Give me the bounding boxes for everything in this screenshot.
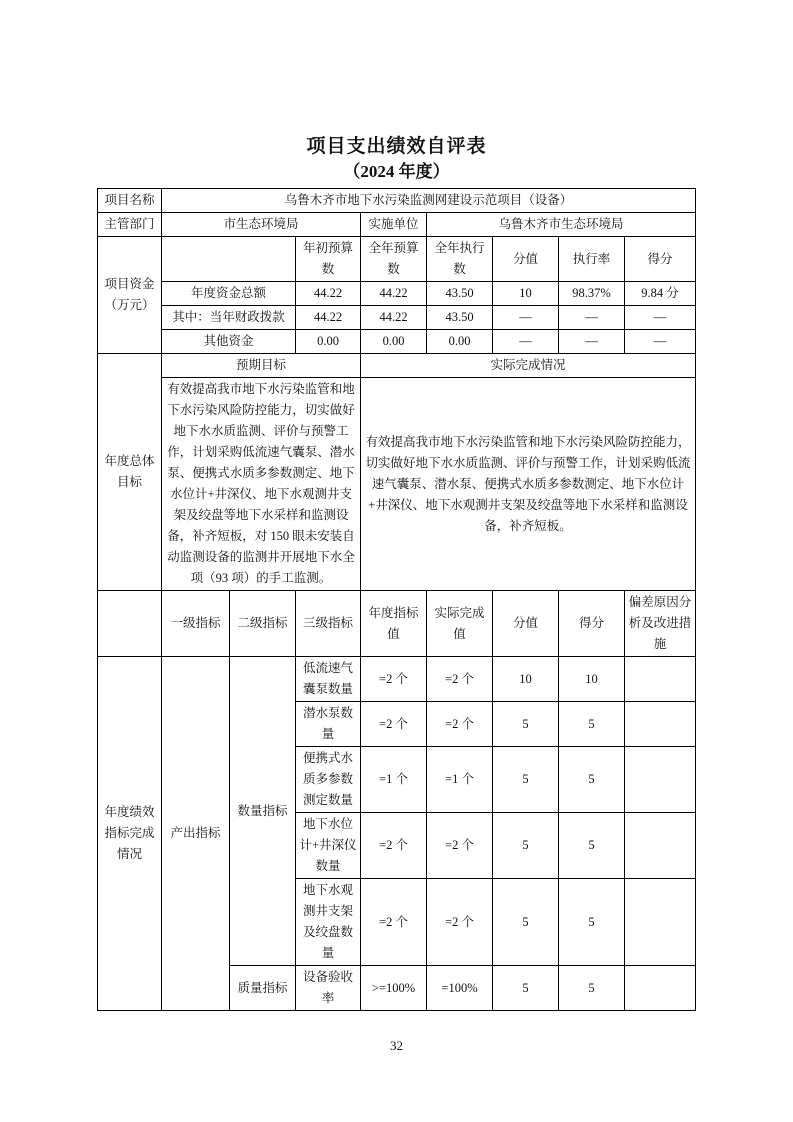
funds-header-score: 得分 <box>625 237 696 282</box>
funds-header-annual-execution: 全年执行数 <box>427 237 493 282</box>
indicator-score: 10 <box>559 657 625 702</box>
annual-goal-label: 年度总体目标 <box>98 354 162 591</box>
indicator-score: 5 <box>559 879 625 966</box>
row-goal-content <box>98 378 696 591</box>
indicator-deviation-cell <box>625 702 696 747</box>
indicator-actual: =1 个 <box>427 747 493 813</box>
indicator-target: =2 个 <box>361 657 427 702</box>
indicator-name: 潜水泵数量 <box>296 702 361 747</box>
indicator-target: >=100% <box>361 966 427 1011</box>
indicator-level2-quantity: 数量指标 <box>230 657 296 966</box>
indicator-deviation-cell <box>625 813 696 879</box>
indicator-level1-output: 产出指标 <box>162 657 230 1011</box>
funds-fiscal-initial: 44.22 <box>296 306 361 330</box>
funds-fiscal-score: — <box>625 306 696 330</box>
goal-expected-header: 预期目标 <box>162 354 361 378</box>
goal-actual-text: 有效提高我市地下水污染监管和地下水污染风险防控能力，切实做好地下水水质监测、评价与预警工作，计划采购低流速气囊泵、潜水泵、便携式水质多参数测定、地下水位计+井深仪、地下水观测井支架及绞盘等地下水采样和监测设备，补齐短板。 <box>361 378 696 591</box>
page-title: 项目支出绩效自评表 <box>306 136 487 157</box>
indicator-target: =2 个 <box>361 702 427 747</box>
funds-section-label: 项目资金（万元） <box>98 237 162 354</box>
indicator-score: 5 <box>559 747 625 813</box>
funds-other-score: — <box>625 330 696 354</box>
indicator-score-value: 5 <box>493 747 559 813</box>
row-department <box>98 213 696 237</box>
department-value: 市生态环境局 <box>162 213 361 237</box>
funds-header-initial-budget: 年初预算数 <box>296 237 361 282</box>
indicator-header-level3: 三级指标 <box>296 591 361 657</box>
funds-fiscal-execution: 43.50 <box>427 306 493 330</box>
indicator-header-level2: 二级指标 <box>230 591 296 657</box>
project-name-label: 项目名称 <box>98 189 162 213</box>
funds-other-score-value: — <box>493 330 559 354</box>
indicator-deviation-cell <box>625 747 696 813</box>
project-name-value: 乌鲁木齐市地下水污染监测网建设示范项目（设备） <box>162 189 696 213</box>
indicator-name: 便携式水质多参数测定数量 <box>296 747 361 813</box>
row-funds-total <box>98 282 696 306</box>
indicator-name: 低流速气囊泵数量 <box>296 657 361 702</box>
implementing-unit-value: 乌鲁木齐市生态环境局 <box>427 213 696 237</box>
funds-total-score: 9.84 分 <box>625 282 696 306</box>
funds-other-rate: — <box>559 330 625 354</box>
indicator-deviation-cell <box>625 966 696 1011</box>
indicator-target: =1 个 <box>361 747 427 813</box>
funds-total-rate: 98.37% <box>559 282 625 306</box>
funds-header-execution-rate: 执行率 <box>559 237 625 282</box>
implementing-unit-label: 实施单位 <box>361 213 427 237</box>
row-indicator-header <box>98 591 696 657</box>
indicator-score: 5 <box>559 813 625 879</box>
self-evaluation-table <box>97 188 696 1011</box>
funds-header-score-value: 分值 <box>493 237 559 282</box>
indicator-level2-quality: 质量指标 <box>230 966 296 1011</box>
goal-expected-text: 有效提高我市地下水污染监管和地下水污染风险防控能力，切实做好地下水水质监测、评价与预警工作，计划采购低流速气囊泵、潜水泵、便携式水质多参数测定、地下水位计+井深仪、地下水观测井支架及绞盘等地下水采样和监测设备，补齐短板，对 150 眼未安装自动监测设备的监测井开展地下水全项（93 项）的手工监测。 <box>162 378 361 591</box>
row-funds-header <box>98 237 696 282</box>
department-label: 主管部门 <box>98 213 162 237</box>
indicator-deviation-cell <box>625 879 696 966</box>
row-funds-other <box>98 330 696 354</box>
funds-row-label: 年度资金总额 <box>162 282 296 306</box>
indicators-section-label: 年度绩效指标完成情况 <box>98 657 162 1011</box>
document-header <box>0 134 793 184</box>
funds-total-execution: 43.50 <box>427 282 493 306</box>
page-number: 32 <box>390 1038 403 1053</box>
row-funds-fiscal <box>98 306 696 330</box>
indicator-score: 5 <box>559 702 625 747</box>
funds-header-annual-budget: 全年预算数 <box>361 237 427 282</box>
indicator-row <box>98 657 696 702</box>
funds-other-initial: 0.00 <box>296 330 361 354</box>
indicator-actual: =2 个 <box>427 879 493 966</box>
funds-fiscal-rate: — <box>559 306 625 330</box>
indicator-header-deviation: 偏差原因分析及改进措施 <box>625 591 696 657</box>
page-subtitle-year: （2024 年度） <box>343 162 450 181</box>
indicator-name: 设备验收率 <box>296 966 361 1011</box>
indicator-header-score-value: 分值 <box>493 591 559 657</box>
indicator-actual: =100% <box>427 966 493 1011</box>
indicator-actual: =2 个 <box>427 813 493 879</box>
funds-total-budget: 44.22 <box>361 282 427 306</box>
indicator-blank-header-cell <box>98 591 162 657</box>
indicator-actual: =2 个 <box>427 702 493 747</box>
funds-fiscal-score-value: — <box>493 306 559 330</box>
indicator-header-annual-value: 年度指标值 <box>361 591 427 657</box>
funds-other-budget: 0.00 <box>361 330 427 354</box>
indicator-target: =2 个 <box>361 879 427 966</box>
goal-actual-header: 实际完成情况 <box>361 354 696 378</box>
indicator-header-level1: 一级指标 <box>162 591 230 657</box>
funds-row-label: 其他资金 <box>162 330 296 354</box>
indicator-score-value: 5 <box>493 966 559 1011</box>
indicator-score-value: 5 <box>493 813 559 879</box>
indicator-score-value: 10 <box>493 657 559 702</box>
indicator-actual: =2 个 <box>427 657 493 702</box>
funds-blank-header-cell <box>162 237 296 282</box>
indicator-header-actual-value: 实际完成值 <box>427 591 493 657</box>
funds-row-label: 其中：当年财政拨款 <box>162 306 296 330</box>
indicator-score: 5 <box>559 966 625 1011</box>
funds-fiscal-budget: 44.22 <box>361 306 427 330</box>
indicator-deviation-cell <box>625 657 696 702</box>
indicator-name: 地下水观测井支架及绞盘数量 <box>296 879 361 966</box>
row-goal-header <box>98 354 696 378</box>
funds-total-initial: 44.22 <box>296 282 361 306</box>
indicator-score-value: 5 <box>493 702 559 747</box>
indicator-name: 地下水位计+井深仪数量 <box>296 813 361 879</box>
funds-total-score-value: 10 <box>493 282 559 306</box>
indicator-score-value: 5 <box>493 879 559 966</box>
indicator-target: =2 个 <box>361 813 427 879</box>
row-project-name <box>98 189 696 213</box>
indicator-header-score: 得分 <box>559 591 625 657</box>
funds-other-execution: 0.00 <box>427 330 493 354</box>
